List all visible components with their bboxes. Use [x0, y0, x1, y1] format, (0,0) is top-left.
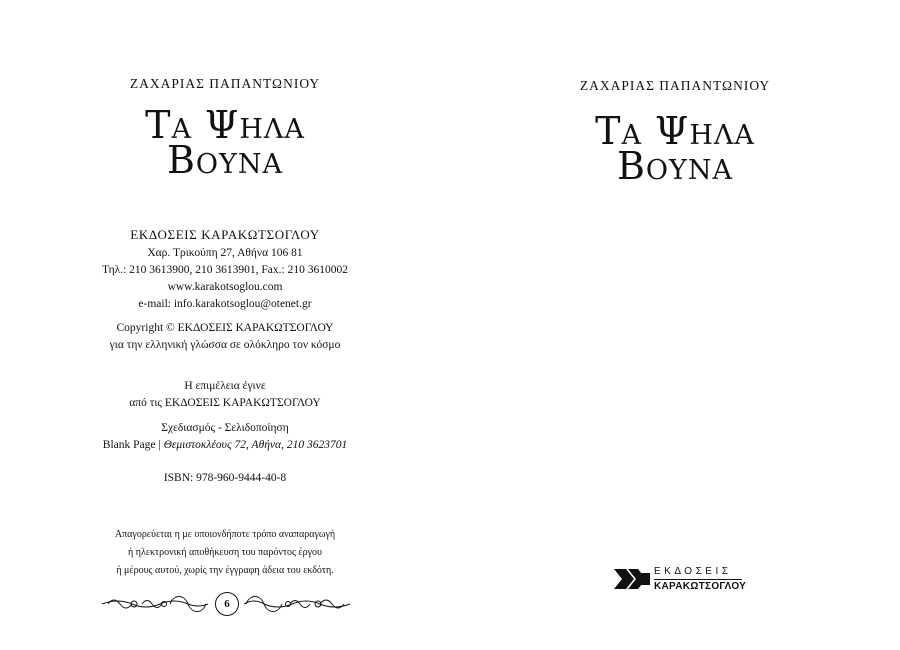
publisher-logo-mark-icon	[612, 565, 652, 591]
editing-line1: Η επιμέλεια έγινε	[184, 380, 266, 392]
publisher-address: Χαρ. Τρικούπη 27, Αθήνα 106 81	[147, 247, 303, 259]
publisher-phones: Τηλ.: 210 3613900, 210 3613901, Fax.: 210 3610002	[102, 264, 348, 276]
isbn: ISBN: 978-960-9444-40-8	[163, 472, 287, 484]
design-credit	[0, 437, 450, 454]
right-page	[450, 0, 900, 650]
book-title-line1: Τα Ψηλα	[595, 109, 755, 153]
author-name: ΖΑΧΑΡΙΑΣ ΠΑΠΑΝΤΩΝΙΟΥ	[579, 78, 771, 93]
logo-text-bottom: ΚΑΡΑΚΩΤΣΟΓΛΟΥ	[654, 581, 747, 592]
page-number: 6	[215, 592, 239, 616]
copyright-notice-line1: Απαγορεύεται η με οποιονδήποτε τρόπο αναπαραγωγή	[114, 529, 336, 540]
design-address: Θεμιστοκλέους 72, Αθήνα, 210 3623701	[163, 439, 348, 451]
publisher-logo	[612, 565, 747, 595]
author-name: ΖΑΧΑΡΙΑΣ ΠΑΠΑΝΤΩΝΙΟΥ	[129, 76, 321, 91]
publisher-website: www.karakotsoglou.com	[167, 281, 283, 293]
editing-line2: από τις ΕΚΔΟΣΕΙΣ ΚΑΡΑΚΩΤΣΟΓΛΟΥ	[129, 397, 321, 409]
book-title-line2: Βουνα	[616, 144, 733, 188]
copyright-line1: Copyright © ΕΚΔΟΣΕΙΣ ΚΑΡΑΚΩΤΣΟΓΛΟΥ	[116, 322, 334, 334]
publisher-name: ΕΚΔΟΣΕΙΣ ΚΑΡΑΚΩΤΣΟΓΛΟΥ	[130, 227, 320, 242]
design-line1: Σχεδιασμός - Σελιδοποίηση	[161, 422, 289, 434]
book-title-line1: Τα Ψηλα	[145, 103, 305, 147]
copyright-line2: για την ελληνική γλώσσα σε ολόκληρο τον κόσμο	[109, 339, 341, 351]
publisher-email: e-mail: info.karakotsoglou@otenet.gr	[138, 298, 312, 310]
logo-rule	[654, 579, 742, 580]
copyright-notice-line3: ή μέρους αυτού, χωρίς την έγγραφη άδεια του εκδότη.	[116, 565, 334, 576]
copyright-notice-line2: ή ηλεκτρονική αποθήκευση του παρόντος έργου	[128, 547, 322, 558]
design-studio: Blank Page |	[102, 439, 161, 451]
book-title-line2: Βουνα	[166, 138, 283, 182]
logo-text-top: ΕΚΔΟΣΕΙΣ	[654, 566, 732, 577]
